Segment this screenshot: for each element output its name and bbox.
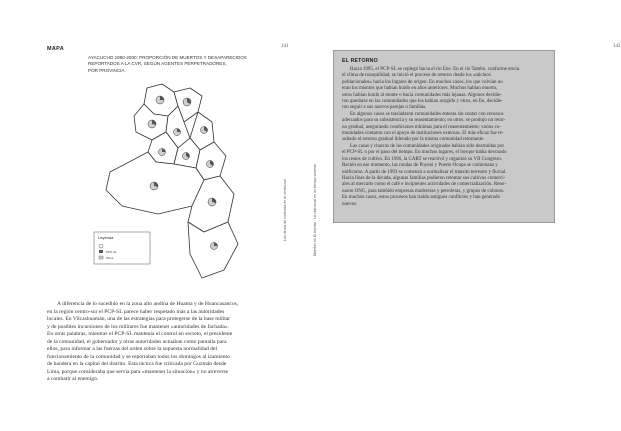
box-line: Hacia 1995, el PCP-SL se replegó hacia el río Ene. En el río Tambo, conforme envía bbox=[350, 67, 520, 72]
box-line: En muchos casos, estos procesos han traído antiguos conflictos y han generado bbox=[342, 195, 501, 201]
body-line: funcionamiento de la comunidad y se reportaban todos los domingos al izamiento bbox=[47, 353, 230, 360]
page-number-left: 141 bbox=[281, 44, 289, 49]
box-line: los restos de cultivo. En 1996, la CART se reactivó y organizó su VII Congreso. bbox=[342, 156, 503, 162]
box-line: Recién en ese momento, las rondas de Poyeni y Puerto Ocopa se comienzan y bbox=[342, 163, 498, 169]
box-text bbox=[342, 67, 546, 208]
box-line: sultado el retorno gradual liderado por la misma comunidad retornante. bbox=[342, 137, 485, 143]
map-legend bbox=[94, 232, 150, 264]
ayacucho-map bbox=[92, 82, 257, 292]
box-line: munidades contaron con el apoyo de instituciones externas. El más eficaz fue re- bbox=[342, 131, 504, 137]
body-line: A diferencia de lo sucedido en la zona alto andina de Huanta y de Huancasancos, bbox=[57, 301, 239, 307]
box-title: EL RETORNO bbox=[342, 58, 378, 64]
box-line: ales al mercado como el café e incipientes actividades de comercialización. Retor- bbox=[342, 182, 507, 188]
section-label: MAPA bbox=[47, 46, 64, 52]
box-line: eran los mismos que habían huido en años anteriores. Muchos habían muerto, bbox=[342, 86, 498, 92]
box-line: naron ONG, para también empresas madereras y petroleras, y grupos de colonos. bbox=[342, 188, 505, 194]
province-paucar-del-sara-sara bbox=[188, 222, 238, 278]
map-title bbox=[88, 55, 288, 74]
map-title-line: AYACUCHO 1980-2000: PROPORCIÓN DE MUERTOS Y DESAPARECIDOS bbox=[88, 55, 247, 60]
box-line: el clima de tranquilidad, se inició el proceso de retorno desde los «núcleos bbox=[342, 73, 491, 79]
running-head-left: Los ritmos de violencia en el centro-sur bbox=[283, 178, 287, 242]
body-paragraph bbox=[47, 301, 284, 384]
map-title-line: REPORTADOS A LA CVR, SEGÚN AGENTES PERPETRADORES, bbox=[88, 61, 227, 67]
body-line: En otras palabras, mientras el PCP-SL mantenía el control en secreto, el presidente bbox=[47, 331, 233, 338]
body-line: locales. En Vilcashuamán, una de las estrategias para protegerse de la base militar bbox=[47, 316, 231, 323]
box-line: adecuados para su subsistencia y su reasentamiento; en otros, se produjo un retor- bbox=[342, 118, 506, 124]
body-line: Lima, porque consideraba que servía para «mantener la situación» y no atreverse bbox=[47, 368, 229, 375]
page-number-right: 142 bbox=[613, 44, 621, 49]
box-line: nuevos. bbox=[342, 201, 358, 207]
body-line: a combatir al enemigo. bbox=[47, 376, 99, 383]
box-line: el PCP-SL o por el paso del tiempo. En muchos lugares, el bosque había devorado bbox=[342, 150, 507, 156]
box-line: En algunos casos se trasladaron comunidades enteras sin contar con recursos bbox=[350, 111, 504, 117]
legend-title: Leyenda bbox=[98, 235, 114, 240]
map-svg bbox=[92, 82, 257, 292]
running-head-right: Muertos en El Asintal · La vida local en un tiempo violento bbox=[313, 163, 317, 257]
body-line: y de posibles incursiones de los militares fue mantener «autoridades de fachada». bbox=[47, 323, 230, 330]
box-line: otros habían huido al monte o hacia comunidades más lejanas. Algunos decidie- bbox=[342, 92, 502, 98]
body-line: de bandera en la capital del distrito. Esta táctica fue criticada por Guzmán desde bbox=[47, 361, 227, 368]
box-line: poblacionales» hacia los lugares de origen. En muchos casos, los que volvían no bbox=[342, 79, 503, 85]
box-line: Hacia fines de la década, algunas familias pudieron retomar sus cultivos comerci- bbox=[342, 175, 506, 181]
body-line: de la comunidad, el gobernador y otras autoridades actuaban como pantalla para bbox=[47, 338, 227, 345]
box-line: no gradual, asegurando condiciones mínimas para el reasentamiento; varios co- bbox=[342, 124, 501, 130]
body-line: ellos, para informar a las fuerzas del orden sobre la supuesta normalidad del bbox=[47, 346, 218, 353]
box-line: Las casas y chacras de las comunidades originales habían sido destruidas por bbox=[350, 143, 504, 149]
body-line: en la región centro-sur el PCP-SL parece haber respetado más a las autoridades bbox=[47, 308, 225, 315]
sidebar-box bbox=[333, 50, 555, 223]
legend-item: Otros bbox=[106, 256, 114, 260]
legend-item: PCP-SL bbox=[106, 250, 117, 254]
map-title-line: POR PROVINCIA bbox=[88, 67, 125, 73]
box-line: ron seguir a sus nuevos parejas o familias. bbox=[342, 105, 427, 111]
box-line: unificaron. A partir de 1993 se comenzó a normalizar el tránsito terrestre y fluvial. bbox=[342, 169, 507, 175]
left-page bbox=[0, 0, 300, 431]
box-line: ron quedarse en las comunidades que los habían acogido y otros, en fin, decidie- bbox=[342, 99, 503, 105]
